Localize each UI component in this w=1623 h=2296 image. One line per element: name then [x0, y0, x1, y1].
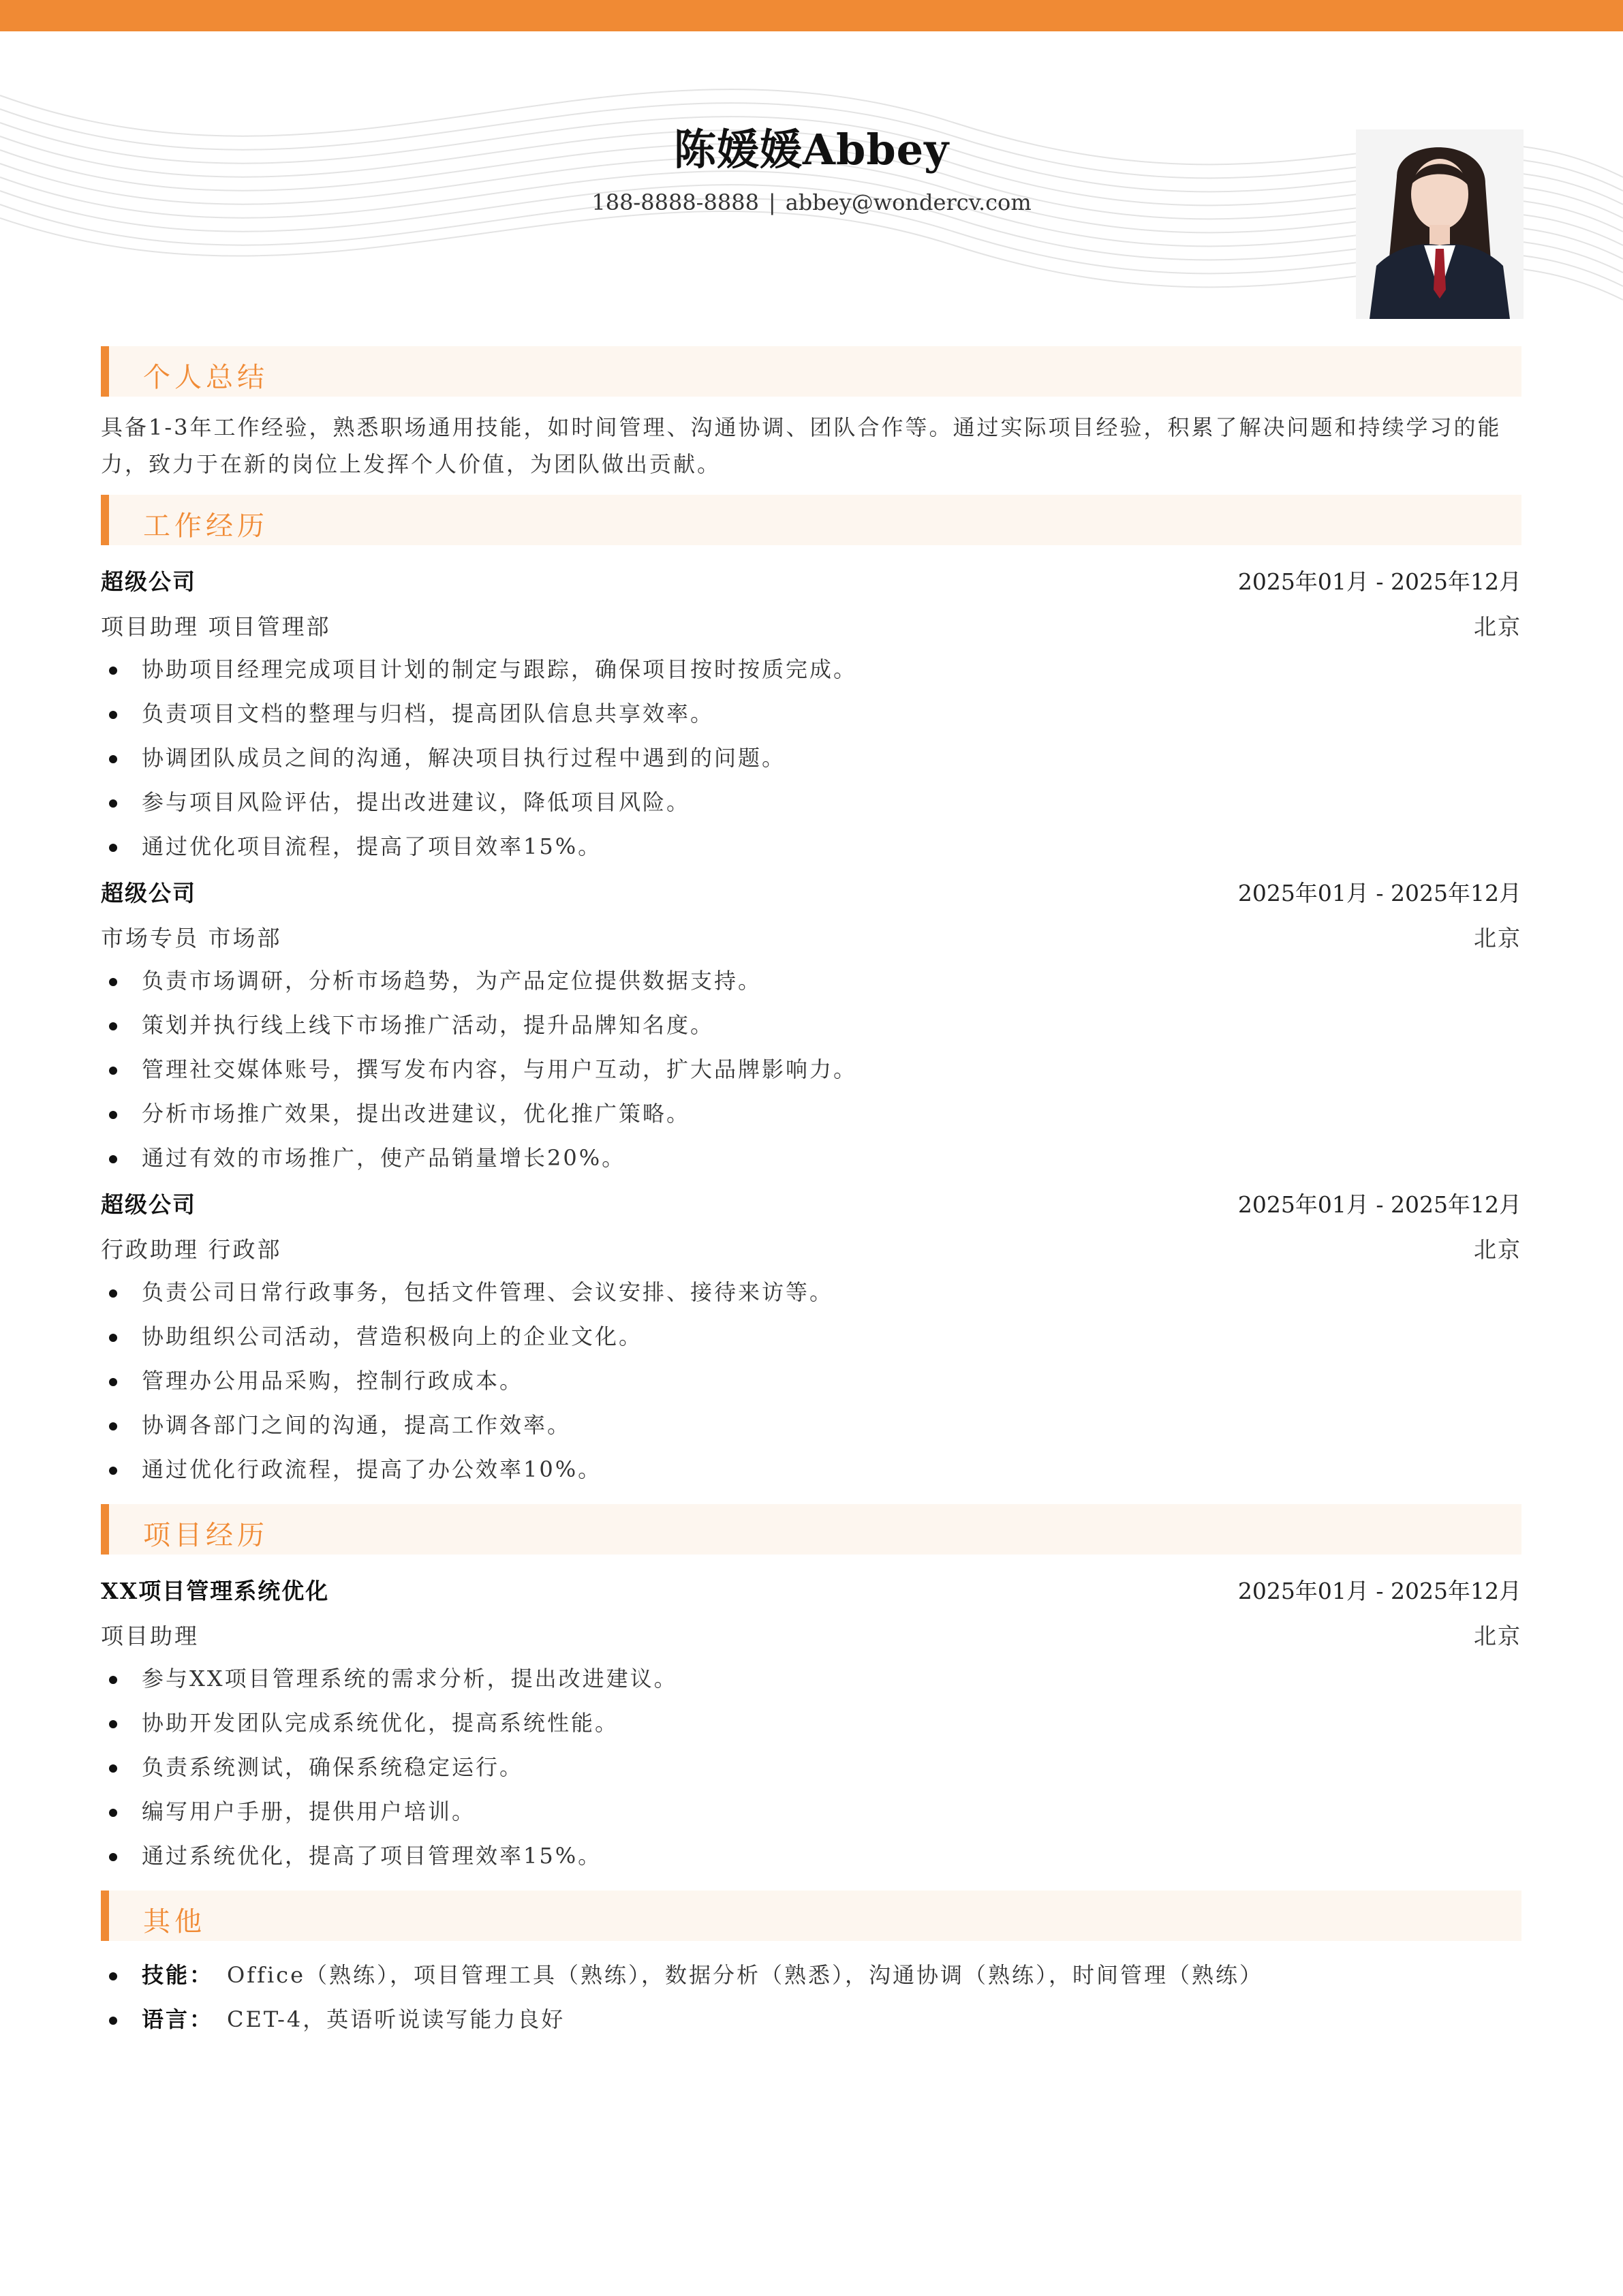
skills-value: Office（熟练），项目管理工具（熟练），数据分析（熟悉），沟通协调（熟练），时间管理（熟练） — [227, 1962, 1264, 1988]
bullet-item: 通过系统优化，提高了项目管理效率15%。 — [101, 1834, 1521, 1878]
top-accent-bar — [0, 0, 1623, 31]
skills-item — [101, 1953, 1521, 1997]
section-title: 个人总结 — [143, 362, 268, 393]
language-value: CET-4，英语听说读写能力良好 — [227, 2006, 566, 2032]
company-name: 超级公司 — [101, 1191, 196, 1218]
bullet-item: 编写用户手册，提供用户培训。 — [101, 1790, 1521, 1834]
bullet-item: 管理社交媒体账号，撰写发布内容，与用户互动，扩大品牌影响力。 — [101, 1047, 1521, 1092]
bullet-item: 协助组织公司活动，营造积极向上的企业文化。 — [101, 1315, 1521, 1359]
bullet-item: 参与XX项目管理系统的需求分析，提出改进建议。 — [101, 1657, 1521, 1701]
email-address: abbey@wondercv.com — [785, 189, 1032, 215]
bullet-item: 协调各部门之间的沟通，提高工作效率。 — [101, 1403, 1521, 1448]
contact-separator: | — [768, 189, 776, 215]
bullet-item: 协助开发团队完成系统优化，提高系统性能。 — [101, 1701, 1521, 1745]
job-title: 项目助理 项目管理部 — [101, 613, 331, 640]
company-name: 超级公司 — [101, 568, 196, 595]
job-title: 市场专员 市场部 — [101, 924, 282, 951]
section-header-work — [101, 495, 1521, 545]
bullet-item: 负责系统测试，确保系统稳定运行。 — [101, 1745, 1521, 1790]
date-range: 2025年01月 - 2025年12月 — [1237, 1577, 1521, 1604]
work-entry — [101, 869, 1521, 1180]
date-range: 2025年01月 - 2025年12月 — [1237, 1191, 1521, 1218]
section-title: 工作经历 — [143, 510, 268, 542]
section-header-summary — [101, 346, 1521, 397]
summary-text: 具备1-3年工作经验，熟悉职场通用技能，如时间管理、沟通协调、团队合作等。通过实际项目经验，积累了解决问题和持续学习的能力，致力于在新的岗位上发挥个人价值，为团队做出贡献。 — [101, 414, 1502, 477]
work-entry — [101, 1180, 1521, 1492]
location: 北京 — [1474, 924, 1521, 951]
section-title: 项目经历 — [143, 1520, 268, 1551]
section-title: 其他 — [143, 1906, 206, 1938]
bullet-item: 策划并执行线上线下市场推广活动，提升品牌知名度。 — [101, 1003, 1521, 1047]
project-role: 项目助理 — [101, 1622, 199, 1649]
work-entry — [101, 557, 1521, 869]
bullet-item: 分析市场推广效果，提出改进建议，优化推广策略。 — [101, 1092, 1521, 1136]
bullet-item: 协调团队成员之间的沟通，解决项目执行过程中遇到的问题。 — [101, 736, 1521, 780]
bullet-item: 通过优化行政流程，提高了办公效率10%。 — [101, 1448, 1521, 1492]
bullet-item: 负责公司日常行政事务，包括文件管理、会议安排、接待来访等。 — [101, 1270, 1521, 1315]
other-list — [101, 1953, 1521, 2042]
job-title: 行政助理 行政部 — [101, 1236, 282, 1263]
language-label: 语言： — [142, 2006, 214, 2032]
profile-photo — [1356, 129, 1524, 319]
bullet-item: 负责项目文档的整理与归档，提高团队信息共享效率。 — [101, 692, 1521, 736]
bullet-item: 通过有效的市场推广，使产品销量增长20%。 — [101, 1136, 1521, 1180]
bullet-item: 负责市场调研，分析市场趋势，为产品定位提供数据支持。 — [101, 959, 1521, 1003]
candidate-name: 陈媛媛Abbey — [673, 125, 950, 174]
project-name: XX项目管理系统优化 — [101, 1577, 330, 1604]
section-header-projects — [101, 1504, 1521, 1555]
bullet-item: 管理办公用品采购，控制行政成本。 — [101, 1359, 1521, 1403]
resume-body — [101, 346, 1521, 2042]
language-item — [101, 1997, 1521, 2042]
skills-label: 技能： — [142, 1962, 214, 1988]
section-header-other — [101, 1891, 1521, 1941]
bullet-item: 参与项目风险评估，提出改进建议，降低项目风险。 — [101, 780, 1521, 825]
location: 北京 — [1474, 613, 1521, 640]
project-entry — [101, 1567, 1521, 1878]
bullet-item: 协助项目经理完成项目计划的制定与跟踪，确保项目按时按质完成。 — [101, 647, 1521, 692]
company-name: 超级公司 — [101, 879, 196, 906]
location: 北京 — [1474, 1236, 1521, 1263]
phone-number: 188-8888-8888 — [591, 189, 759, 215]
location: 北京 — [1474, 1622, 1521, 1649]
bullet-item: 通过优化项目流程，提高了项目效率15%。 — [101, 825, 1521, 869]
date-range: 2025年01月 - 2025年12月 — [1237, 568, 1521, 595]
date-range: 2025年01月 - 2025年12月 — [1237, 879, 1521, 906]
